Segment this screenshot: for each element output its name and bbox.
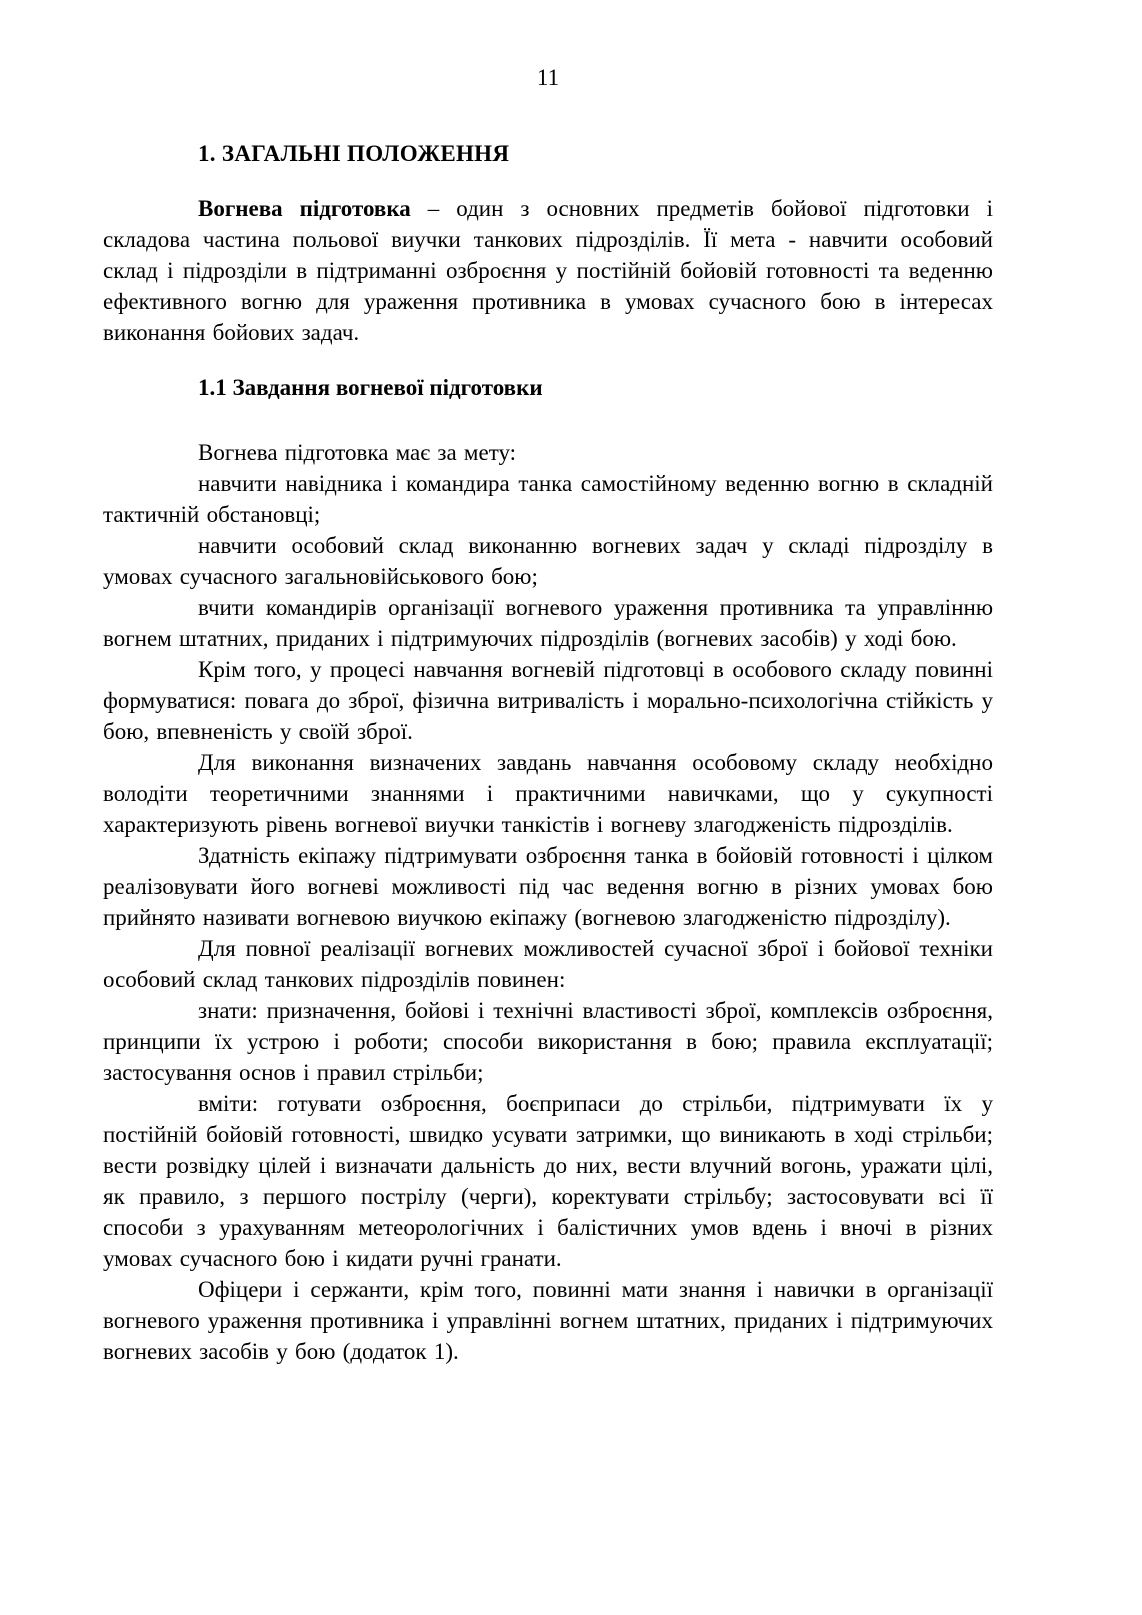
paragraph-crew-ability: Здатність екіпажу підтримувати озброєння танка в бойовій готовності і цілком реалізовувати його вогневі можливості під час ведення вогню в різних умовах бою прийнято називати вогневою виучкою екіпажу (вогневою злагодженістю підрозділу).: [103, 843, 993, 930]
section-heading: 1. ЗАГАЛЬНІ ПОЛОЖЕННЯ: [198, 141, 510, 166]
paragraph-full-realization: Для повної реалізації вогневих можливостей сучасної зброї і бойової техніки особовий склад танкових підрозділів повинен:: [103, 936, 993, 992]
paragraph-task-2: навчити особовий склад виконанню вогневих задач у складі підрозділу в умовах сучасного загальновійськового бою;: [103, 533, 993, 589]
paragraph-goal: Вогнева підготовка має за мету:: [198, 440, 517, 465]
intro-paragraph-text: – один з основних предметів бойової підготовки і складова частина польової виучки танкових підрозділів. Її мета - навчити особовий склад і підрозділи в підтриманні озброєння у постійній бойовій готовності та веденню ефективного вогню для ураження противника в умовах сучасного бою в інтересах виконання бойових задач.: [103, 196, 993, 345]
paragraph-knowledge-skills: Для виконання визначених завдань навчання особовому складу необхідно володіти теоретичними знаннями і практичними навичками, що у сукупності характеризують рівень вогневої виучки танкістів і вогневу злагодженість підрозділів.: [103, 750, 993, 837]
paragraph-task-3: вчити командирів організації вогневого ураження противника та управлінню вогнем штатних, приданих і підтримуючих підрозділів (вогневих засобів) у ході бою.: [103, 595, 993, 651]
paragraph-able-list: вміти: готувати озброєння, боєприпаси до стрільби, підтримувати їх у постійній бойовій готовності, швидко усувати затримки, що виникають в ході стрільби; вести розвідку цілей і визначати дальність до них, вести влучний вогонь, уражати цілі, як правило, з першого пострілу (черги), коректувати стрільбу; застосовувати всі її способи з урахуванням метеорологічних і балістичних умов вдень і вночі в різних умовах сучасного бою і кидати ручні гранати.: [103, 1091, 993, 1271]
paragraph-officers: Офіцери і сержанти, крім того, повинні мати знання і навички в організації вогневого ураження противника і управлінні вогнем штатних, приданих і підтримуючих вогневих засобів у бою (додаток 1).: [103, 1277, 993, 1364]
page-number: 11: [536, 65, 560, 90]
paragraph-qualities: Крім того, у процесі навчання вогневій підготовці в особового складу повинні формуватися: повага до зброї, фізична витривалість і морально-психологічна стійкість у бою, впевненість у своїй зброї.: [103, 657, 993, 744]
subsection-heading: 1.1 Завдання вогневої підготовки: [198, 375, 543, 400]
intro-paragraph: [103, 193, 993, 348]
paragraph-task-1: навчити навідника і командира танка самостійному веденню вогню в складній тактичній обстановці;: [103, 471, 993, 527]
paragraph-know-list: знати: призначення, бойові і технічні властивості зброї, комплексів озброєння, принципи їх устрою і роботи; способи використання в бою; правила експлуатації; застосування основ і правил стрільби;: [103, 998, 993, 1085]
intro-lead-bold: Вогнева підготовка: [198, 196, 411, 221]
